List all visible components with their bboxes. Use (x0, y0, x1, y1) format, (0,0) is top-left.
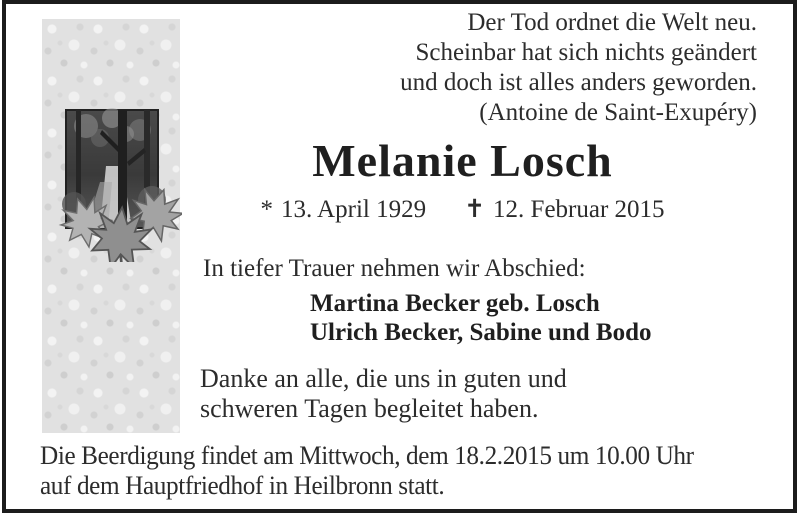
funeral-line-1: Die Beerdigung findet am Mittwoch, dem 18.2.2015 um 10.00 Uhr (40, 441, 694, 470)
quote-block (400, 8, 757, 128)
birth-star-symbol: * (260, 196, 273, 223)
life-dates (170, 194, 755, 224)
funeral-info (40, 441, 694, 501)
thanks-text (200, 364, 567, 424)
thanks-line-2: schweren Tagen begleitet haben. (200, 394, 539, 423)
deceased-name: Melanie Losch (312, 135, 613, 186)
mourner-name: Ulrich Becker, Sabine und Bodo (310, 319, 652, 346)
birth-date: 13. April 1929 (280, 196, 427, 223)
mourners-list (310, 289, 652, 347)
mourner-name: Martina Becker geb. Losch (310, 290, 600, 317)
quote-line-1: Der Tod ordnet die Welt neu. (467, 9, 757, 36)
quote-line-3: und doch ist alles anders geworden. (400, 69, 757, 96)
birth-date-group (260, 196, 426, 223)
memorial-photo (56, 104, 182, 262)
death-date-group (464, 196, 664, 223)
funeral-line-2: auf dem Hauptfriedhof in Heilbronn statt. (40, 471, 445, 500)
quote-attribution: (Antoine de Saint-Exupéry) (479, 99, 757, 126)
death-date: 12. Februar 2015 (493, 196, 665, 223)
mourning-intro: In tiefer Trauer nehmen wir Abschied: (203, 255, 586, 282)
quote-line-2: Scheinbar hat sich nichts geändert (415, 39, 757, 66)
cross-icon: ✝ (464, 196, 486, 223)
thanks-line-1: Danke an alle, die uns in guten und (200, 364, 567, 393)
